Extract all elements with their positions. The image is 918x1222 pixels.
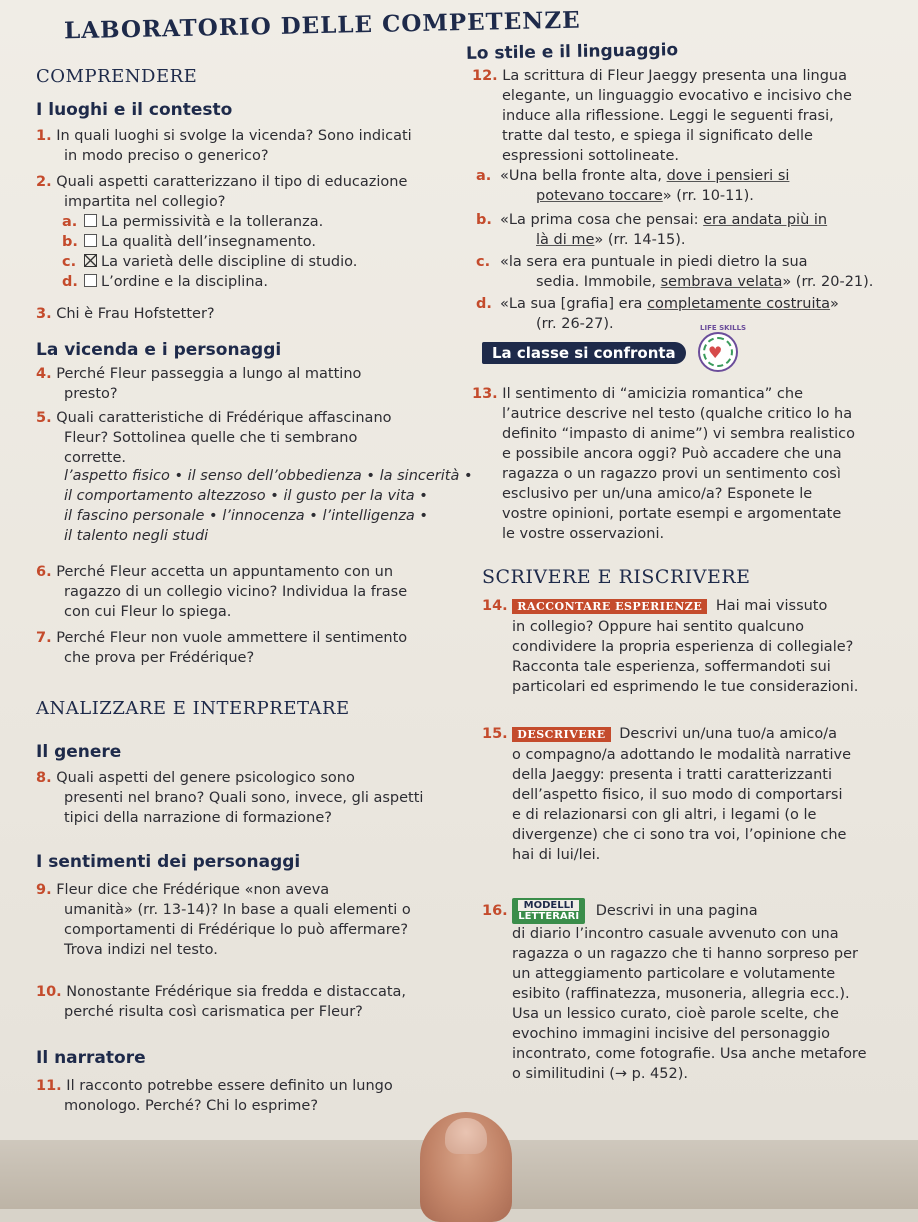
q2-option-d[interactable]: d. L’ordine e la disciplina. — [62, 274, 269, 290]
subsection-luoghi: I luoghi e il contesto — [36, 100, 233, 120]
q2-option-b[interactable]: b. La qualità dell’insegnamento. — [62, 234, 317, 250]
question-10: 10. Nonostante Frédérique sia fredda e distaccata, perché risulta così carismatica per Fleur? — [36, 984, 407, 1020]
section-comprendere: COMPRENDERE — [36, 66, 198, 87]
subsection-sentimenti: I sentimenti dei personaggi — [36, 852, 301, 872]
question-15: 15. DESCRIVERE Descrivi un/una tuo/a amico/a o compagno/a adottando le modalità narrative della Jaeggy: presenta i tratti caratterizzanti dell’aspetto fisico, il suo modo di comportarsi e di relazionarsi con gli altri, i legami (o le divergenze) che ci sono tra voi, l’opinione che hai di lui/lei. — [482, 726, 852, 863]
question-7: 7. Perché Fleur non vuole ammettere il sentimento che prova per Frédérique? — [36, 630, 408, 666]
life-skills-badge — [698, 332, 738, 372]
q2-options — [62, 212, 357, 292]
question-13: 13. Il sentimento di “amicizia romantica” che l’autrice descrive nel testo (qualche critico lo ha definito “impasto di anime”) vi sembra realistico e possibile ancora oggi? Può accadere che una ragazza o un ragazzo provi un sentimento così esclusivo per un/una amico/a? Esponete le vostre opinioni, portate esempi e argomentate le vostre osservazioni. — [472, 386, 855, 542]
question-1: 1. In quali luoghi si svolge la vicenda? Sono indicati in modo preciso o generico? — [36, 128, 412, 164]
q12-item-b: b. «La prima cosa che pensai: era andata più in là di me» (rr. 14-15). — [476, 212, 828, 248]
badge-modelli-letterari: MODELLI LETTERARI — [512, 898, 585, 924]
question-2: 2. Quali aspetti caratterizzano il tipo di educazione impartita nel collegio? — [36, 174, 408, 210]
thumbnail-nail — [445, 1118, 487, 1154]
question-12: 12. La scrittura di Fleur Jaeggy presenta una lingua elegante, un linguaggio evocativo e incisivo che induce alla riflessione. Leggi le seguenti frasi, tratte dal testo, e spiega il significato delle espressioni sottolineate. — [472, 68, 852, 164]
subsection-narratore: Il narratore — [36, 1048, 146, 1068]
question-11: 11. Il racconto potrebbe essere definito un lungo monologo. Perché? Chi lo esprime? — [36, 1078, 393, 1114]
question-5: 5. Quali caratteristiche di Frédérique affascinano Fleur? Sottolinea quelle che ti sembrano corrette. — [36, 410, 392, 466]
section-analizzare: ANALIZZARE E INTERPRETARE — [36, 698, 350, 719]
question-16: 16. MODELLI LETTERARI Descrivi in una pagina di diario l’incontro casuale avvenuto con una ragazza o un ragazzo che ti hanno sorpreso per un atteggiamento particolare e volutamente esibito (raffinatezza, musoneria, allegria ecc.). Usa un lessico curato, cioè parole scelte, che evochino immagini incisive del personaggio incontrato, come fotografie. Usa anche metafore o similitudini (→ p. 452). — [482, 900, 867, 1082]
page-header-title: LABORATORIO DELLE COMPETENZE — [63, 6, 581, 45]
q12-item-a: a. «Una bella fronte alta, dove i pensieri si potevano toccare» (rr. 10-11). — [476, 168, 790, 204]
tag-raccontare-esperienze: RACCONTARE ESPERIENZE — [512, 599, 707, 614]
subsection-genere: Il genere — [36, 742, 122, 762]
banner-classe-si-confronta: La classe si confronta — [482, 342, 686, 364]
question-6: 6. Perché Fleur accetta un appuntamento con un ragazzo di un collegio vicino? Individua la frase con cui Fleur lo spiega. — [36, 564, 408, 620]
q5-characteristics: l’aspetto fisico • il senso dell’obbedienza • la sincerità • il comportamento altezzoso • il gusto per la vita • il fascino personale • l’innocenza • l’intelligenza • il talento negli studi — [64, 468, 473, 544]
life-skills-label: LIFE SKILLS — [700, 324, 747, 332]
question-4: 4. Perché Fleur passeggia a lungo al mattino presto? — [36, 366, 362, 402]
checkbox-a[interactable] — [84, 214, 97, 227]
subsection-stile: Lo stile e il linguaggio — [465, 40, 679, 64]
q12-item-d: d. «La sua [grafia] era completamente costruita» (rr. 26-27). — [476, 296, 839, 332]
question-14: 14. RACCONTARE ESPERIENZE Hai mai vissuto in collegio? Oppure hai sentito qualcuno condividere la propria esperienza di collegiale? Racconta tale esperienza, soffermandoti sui particolari ed esprimendo le tue considerazioni. — [482, 598, 859, 695]
checkbox-b[interactable] — [84, 234, 97, 247]
tag-descrivere: DESCRIVERE — [512, 727, 610, 742]
question-8: 8. Quali aspetti del genere psicologico sono presenti nel brano? Quali sono, invece, gli aspetti tipici della narrazione di formazione? — [36, 770, 424, 826]
checkbox-c-checked[interactable] — [84, 254, 97, 267]
q2-option-a[interactable]: a. La permissività e la tolleranza. — [62, 214, 324, 230]
question-3: 3. Chi è Frau Hofstetter? — [36, 306, 215, 322]
section-scrivere: SCRIVERE E RISCRIVERE — [482, 566, 751, 588]
subsection-vicenda: La vicenda e i personaggi — [36, 340, 282, 360]
q2-option-c[interactable]: c. La varietà delle discipline di studio. — [62, 254, 358, 270]
heart-icon: ♥ — [708, 343, 723, 362]
q12-item-c: c. «la sera era puntuale in piedi dietro la sua sedia. Immobile, sembrava velata» (rr. 20-21). — [476, 254, 874, 290]
checkbox-d[interactable] — [84, 274, 97, 287]
question-9: 9. Fleur dice che Frédérique «non aveva umanità» (rr. 13-14)? In base a quali elementi o comportamenti di Frédérique lo può affermare? Trova indizi nel testo. — [36, 882, 411, 958]
